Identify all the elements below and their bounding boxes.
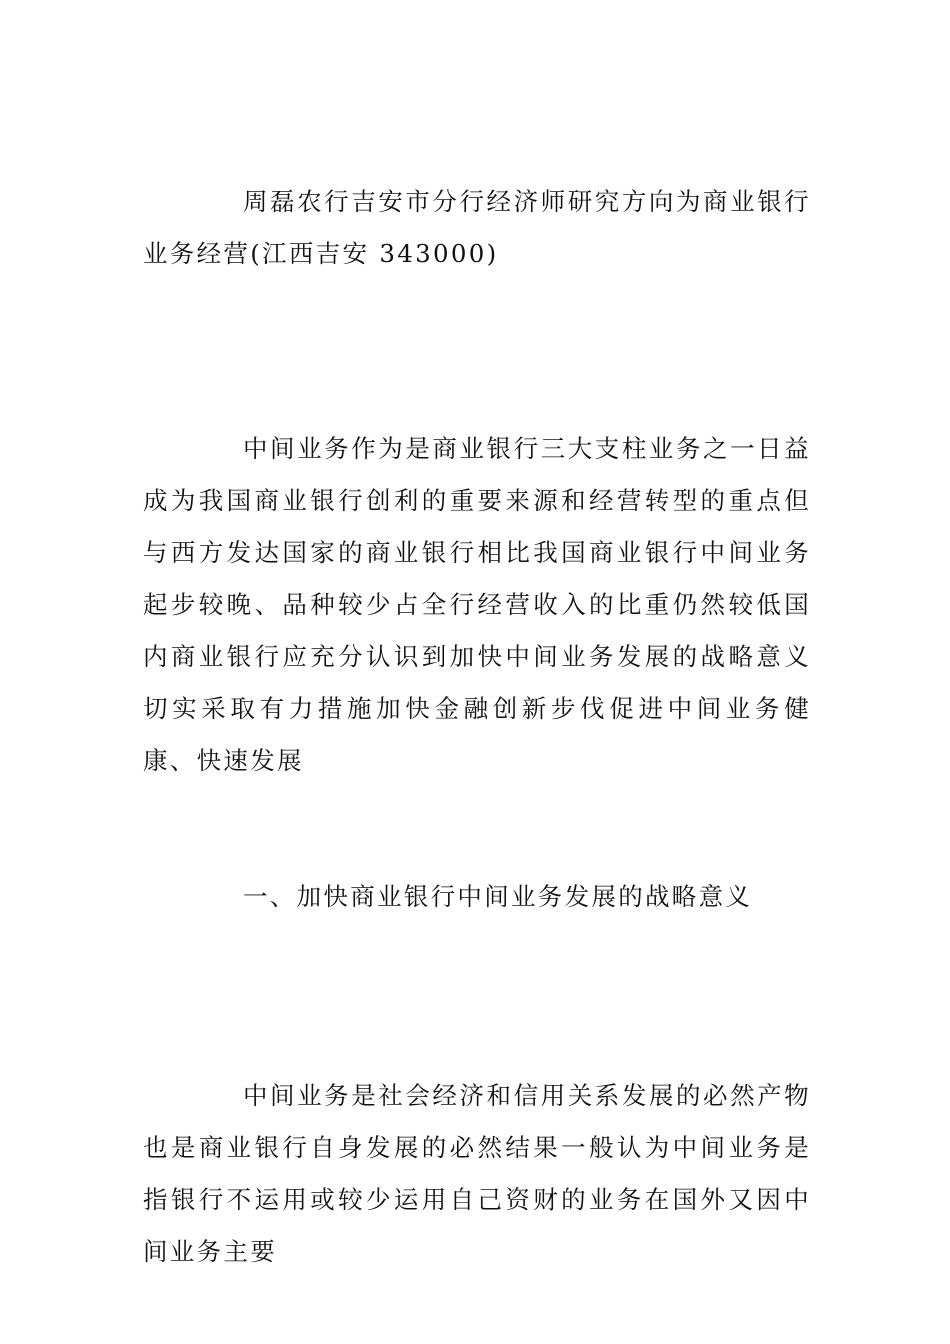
section-heading: 一、加快商业银行中间业务发展的战略意义 [243,882,753,911]
body-paragraph: 中间业务是社会经济和信用关系发展的必然产物也是商业银行自身发展的必然结果一般认为中间业务是指银行不运用或较少运用自己资财的业务在国外又因中间业务主要 [143,1081,811,1266]
author-affiliation: 周磊农行吉安市分行经济师研究方向为商业银行业务经营(江西吉安 343000) [143,187,811,268]
abstract-paragraph: 中间业务作为是商业银行三大支柱业务之一日益成为我国商业银行创利的重要来源和经营转型的重点但与西方发达国家的商业银行相比我国商业银行中间业务起步较晚、品种较少占全行经营收入的比重仍然较低国内商业银行应充分认识到加快中间业务发展的战略意义切实采取有力措施加快金融创新步伐促进中间业务健康、快速发展 [143,434,811,775]
